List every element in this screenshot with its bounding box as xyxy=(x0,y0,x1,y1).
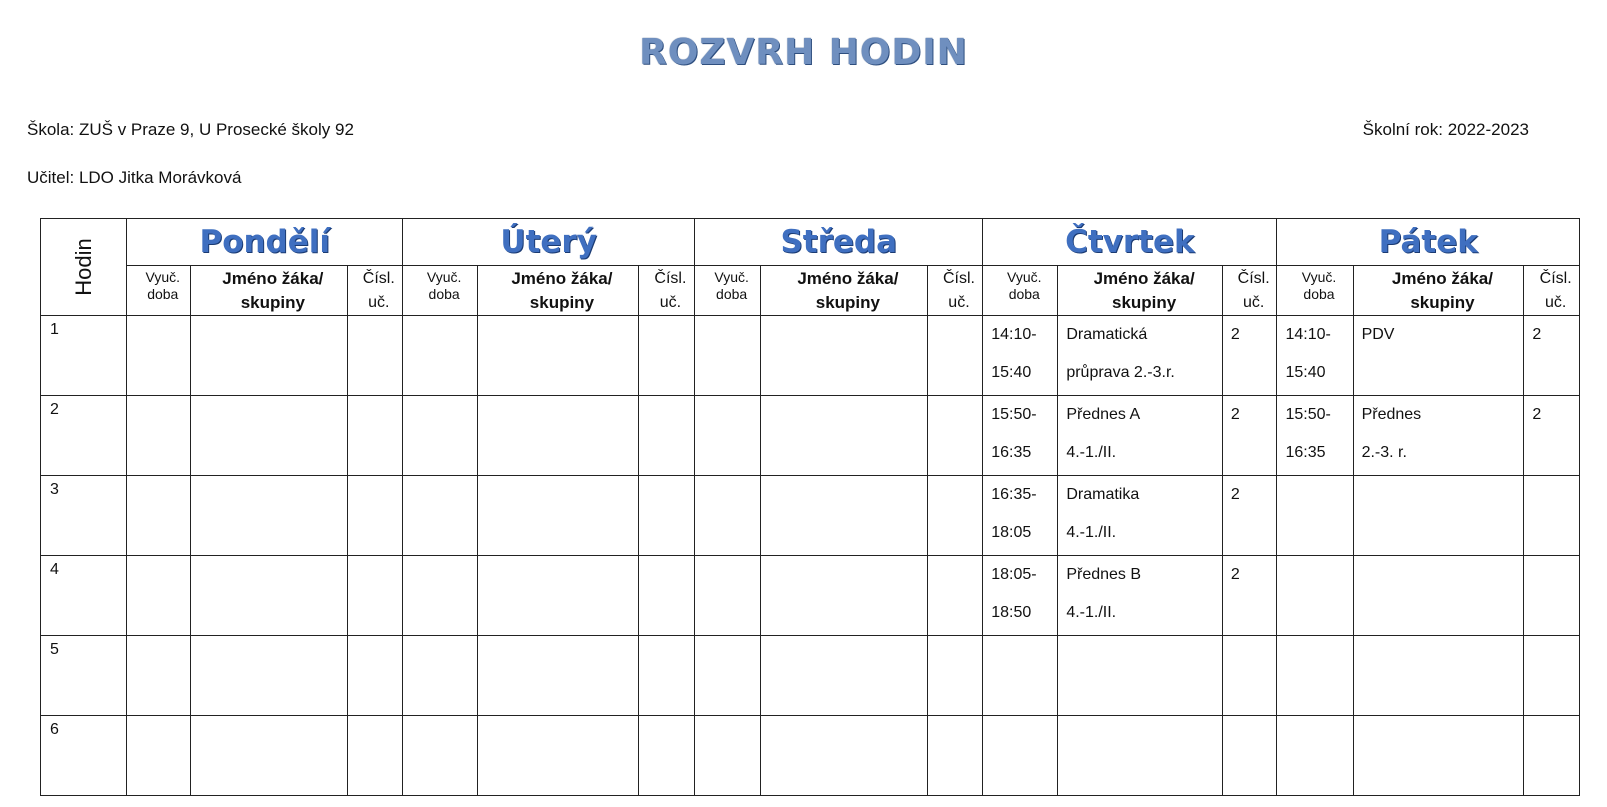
lesson-name xyxy=(1353,716,1524,796)
day-header-monday: Pondělí xyxy=(127,219,403,266)
lesson-time xyxy=(1277,556,1353,636)
sub-header-name-line2: skupiny xyxy=(529,293,595,312)
lesson-room xyxy=(927,396,983,476)
lesson-time-start: 16:35- xyxy=(991,486,1037,503)
lesson-name-line1: Dramatika xyxy=(1066,486,1140,503)
lesson-room: 2 xyxy=(1222,476,1277,556)
table-row xyxy=(41,716,1580,796)
lesson-name-line1: PDV xyxy=(1361,326,1395,343)
lesson-room xyxy=(638,636,695,716)
lesson-time-start: 14:10- xyxy=(1285,326,1331,343)
table-row xyxy=(41,556,1580,636)
lesson-time xyxy=(983,476,1058,556)
lesson-room xyxy=(347,716,403,796)
sub-header-time-line2: doba xyxy=(147,286,179,302)
sub-header-time xyxy=(695,266,761,316)
lesson-room xyxy=(927,476,983,556)
lesson-time xyxy=(983,396,1058,476)
sub-header-name xyxy=(478,266,638,316)
lesson-time xyxy=(1277,316,1353,396)
sub-header-name-line1: Jméno žáka/ xyxy=(797,269,899,288)
sub-header-name xyxy=(761,266,928,316)
sub-header-name-line1: Jméno žáka/ xyxy=(1093,269,1195,288)
lesson-name xyxy=(1353,636,1524,716)
day-header-friday: Pátek xyxy=(1277,219,1580,266)
lesson-name-line1: Přednes B xyxy=(1066,566,1142,583)
sub-header-room-line2: uč. xyxy=(659,294,682,311)
sub-header-name-line2: skupiny xyxy=(1111,293,1177,312)
lesson-room xyxy=(1524,716,1580,796)
lesson-time-end: 18:50 xyxy=(991,604,1032,621)
lesson-name-line2: 2.-3. r. xyxy=(1361,444,1407,461)
lesson-time-end: 16:35 xyxy=(991,444,1032,461)
lesson-time-end: 15:40 xyxy=(991,364,1032,381)
lesson-number: 1 xyxy=(41,316,127,396)
lesson-number: 2 xyxy=(41,396,127,476)
lesson-number: 6 xyxy=(41,716,127,796)
lesson-name xyxy=(1058,476,1223,556)
sub-header-time-line1: Vyuč. xyxy=(1301,269,1337,285)
table-row xyxy=(41,396,1580,476)
lesson-time xyxy=(695,476,761,556)
lesson-name xyxy=(761,716,928,796)
lesson-time xyxy=(695,396,761,476)
lesson-time xyxy=(695,636,761,716)
lesson-name xyxy=(191,476,347,556)
lesson-number: 5 xyxy=(41,636,127,716)
page-title: ROZVRH HODIN xyxy=(639,32,968,73)
lesson-time xyxy=(1277,396,1353,476)
lesson-name xyxy=(191,396,347,476)
lesson-name-line1: Přednes xyxy=(1361,406,1422,423)
sub-header-room-line1: Čísl. xyxy=(1539,270,1572,287)
lesson-room xyxy=(638,476,695,556)
lesson-room xyxy=(638,556,695,636)
lesson-time xyxy=(127,396,191,476)
lesson-name xyxy=(1353,556,1524,636)
sub-header-time-line1: Vyuč. xyxy=(1007,269,1042,285)
table-row xyxy=(41,316,1580,396)
lesson-name xyxy=(1353,396,1524,476)
lesson-name-line1: Dramatická xyxy=(1066,326,1148,343)
schedule-table xyxy=(40,218,1580,796)
sub-header-room-line2: uč. xyxy=(1243,294,1265,311)
lesson-time xyxy=(983,556,1058,636)
sub-header-time-line1: Vyuč. xyxy=(426,269,462,285)
lesson-time xyxy=(695,556,761,636)
lesson-name-line2: 4.-1./II. xyxy=(1066,604,1117,621)
day-header-thursday: Čtvrtek xyxy=(983,219,1277,266)
lesson-room xyxy=(1222,636,1277,716)
lesson-time xyxy=(403,316,478,396)
lesson-name xyxy=(1353,476,1524,556)
lesson-room: 2 xyxy=(1222,396,1277,476)
sub-header-name-line1: Jméno žáka/ xyxy=(511,269,613,288)
lesson-name xyxy=(761,476,928,556)
day-header-tuesday: Úterý xyxy=(403,219,695,266)
lesson-time xyxy=(403,556,478,636)
sub-header-room xyxy=(347,266,403,316)
lesson-time xyxy=(983,316,1058,396)
lesson-time xyxy=(695,316,761,396)
lesson-name-line1: Přednes A xyxy=(1066,406,1141,423)
lesson-time xyxy=(403,636,478,716)
lesson-time xyxy=(127,476,191,556)
lesson-name xyxy=(478,316,638,396)
teacher-info: Učitel: LDO Jitka Morávková xyxy=(27,168,242,187)
lesson-name-line2: 4.-1./II. xyxy=(1066,444,1117,461)
sub-header-room xyxy=(638,266,695,316)
lesson-time xyxy=(127,316,191,396)
sub-header-name-line1: Jméno žáka/ xyxy=(222,269,324,288)
sub-header-time-line2: doba xyxy=(1303,286,1335,302)
lesson-name xyxy=(191,636,347,716)
sub-header-time-line2: doba xyxy=(716,286,748,302)
sub-header-time-line1: Vyuč. xyxy=(145,269,181,285)
sub-header-name-line2: skupiny xyxy=(240,293,305,312)
sub-header-time xyxy=(983,266,1058,316)
day-header-row xyxy=(41,219,1580,266)
lesson-name xyxy=(478,716,638,796)
lesson-room xyxy=(927,716,983,796)
lesson-time xyxy=(127,716,191,796)
lesson-name xyxy=(1058,396,1223,476)
lesson-room: 2 xyxy=(1222,316,1277,396)
schedule-body xyxy=(41,316,1580,796)
lesson-room xyxy=(347,316,403,396)
sub-header-time xyxy=(1277,266,1353,316)
lesson-name xyxy=(191,316,347,396)
sub-header-name-line2: skupiny xyxy=(815,293,880,312)
lesson-room xyxy=(927,636,983,716)
lesson-time-start: 15:50- xyxy=(991,406,1037,423)
sub-header-time-line2: doba xyxy=(1008,286,1040,302)
day-header-wednesday: Středa xyxy=(695,219,983,266)
lesson-time xyxy=(1277,716,1353,796)
lesson-name-line2: 4.-1./II. xyxy=(1066,524,1117,541)
lesson-time-start: 15:50- xyxy=(1285,406,1331,423)
lesson-time xyxy=(403,476,478,556)
lesson-room: 2 xyxy=(1524,396,1580,476)
lesson-room xyxy=(638,316,695,396)
lesson-room xyxy=(347,636,403,716)
sub-header-name xyxy=(1353,266,1524,316)
sub-header-room xyxy=(1222,266,1277,316)
lesson-name xyxy=(761,636,928,716)
lesson-time xyxy=(1277,636,1353,716)
lesson-room: 2 xyxy=(1524,316,1580,396)
sub-header-name-line2: skupiny xyxy=(1410,293,1475,312)
sub-header-room xyxy=(1524,266,1580,316)
table-row xyxy=(41,476,1580,556)
sub-header-room-line2: uč. xyxy=(948,294,970,311)
sub-header-room-line1: Čísl. xyxy=(362,270,395,287)
lesson-name xyxy=(1058,556,1223,636)
lesson-time xyxy=(127,556,191,636)
sub-header-time-line2: doba xyxy=(428,286,460,302)
lesson-time-end: 16:35 xyxy=(1285,444,1326,461)
lesson-room: 2 xyxy=(1222,556,1277,636)
table-row xyxy=(41,636,1580,716)
lesson-room xyxy=(347,476,403,556)
school-year: Školní rok: 2022-2023 xyxy=(1362,120,1529,139)
sub-header-time-line1: Vyuč. xyxy=(714,269,749,285)
lesson-room xyxy=(347,396,403,476)
lesson-time xyxy=(403,716,478,796)
lesson-time-start: 18:05- xyxy=(991,566,1037,583)
lesson-room xyxy=(1524,476,1580,556)
lesson-name xyxy=(761,316,928,396)
lesson-name-line2: průprava 2.-3.r. xyxy=(1066,364,1175,381)
lesson-name xyxy=(1058,716,1223,796)
lesson-name xyxy=(1353,316,1524,396)
lesson-name xyxy=(478,556,638,636)
sub-header-time xyxy=(403,266,478,316)
lesson-number: 4 xyxy=(41,556,127,636)
lesson-time xyxy=(403,396,478,476)
lesson-room xyxy=(638,396,695,476)
lesson-time xyxy=(127,636,191,716)
lesson-room xyxy=(638,716,695,796)
sub-header-row xyxy=(41,266,1580,316)
lesson-name xyxy=(761,396,928,476)
lesson-room xyxy=(927,316,983,396)
lesson-name xyxy=(191,716,347,796)
sub-header-name xyxy=(191,266,347,316)
lesson-time-end: 15:40 xyxy=(1285,364,1326,381)
lesson-room xyxy=(1222,716,1277,796)
sub-header-time xyxy=(127,266,191,316)
lesson-room xyxy=(927,556,983,636)
sub-header-room-line1: Čísl. xyxy=(1237,270,1270,287)
lesson-name xyxy=(191,556,347,636)
sub-header-room-line1: Čísl. xyxy=(942,270,975,287)
sub-header-room xyxy=(927,266,983,316)
lesson-time xyxy=(983,716,1058,796)
lesson-name xyxy=(478,636,638,716)
lesson-name xyxy=(478,476,638,556)
lesson-room xyxy=(1524,636,1580,716)
lesson-number: 3 xyxy=(41,476,127,556)
sub-header-room-line2: uč. xyxy=(368,294,390,311)
sub-header-room-line1: Čísl. xyxy=(654,270,687,287)
hodin-header xyxy=(41,219,127,316)
hodin-label: Hodin xyxy=(70,238,96,296)
sub-header-name-line1: Jméno žáka/ xyxy=(1391,269,1493,288)
lesson-name xyxy=(1058,636,1223,716)
lesson-time-end: 18:05 xyxy=(991,524,1032,541)
sub-header-room-line2: uč. xyxy=(1544,294,1567,311)
lesson-time xyxy=(1277,476,1353,556)
lesson-name xyxy=(478,396,638,476)
lesson-time-start: 14:10- xyxy=(991,326,1037,343)
lesson-name xyxy=(761,556,928,636)
lesson-time xyxy=(695,716,761,796)
school-info: Škola: ZUŠ v Praze 9, U Prosecké školy 92 xyxy=(27,120,354,139)
lesson-name xyxy=(1058,316,1223,396)
lesson-time xyxy=(983,636,1058,716)
lesson-room xyxy=(347,556,403,636)
lesson-room xyxy=(1524,556,1580,636)
sub-header-name xyxy=(1058,266,1223,316)
